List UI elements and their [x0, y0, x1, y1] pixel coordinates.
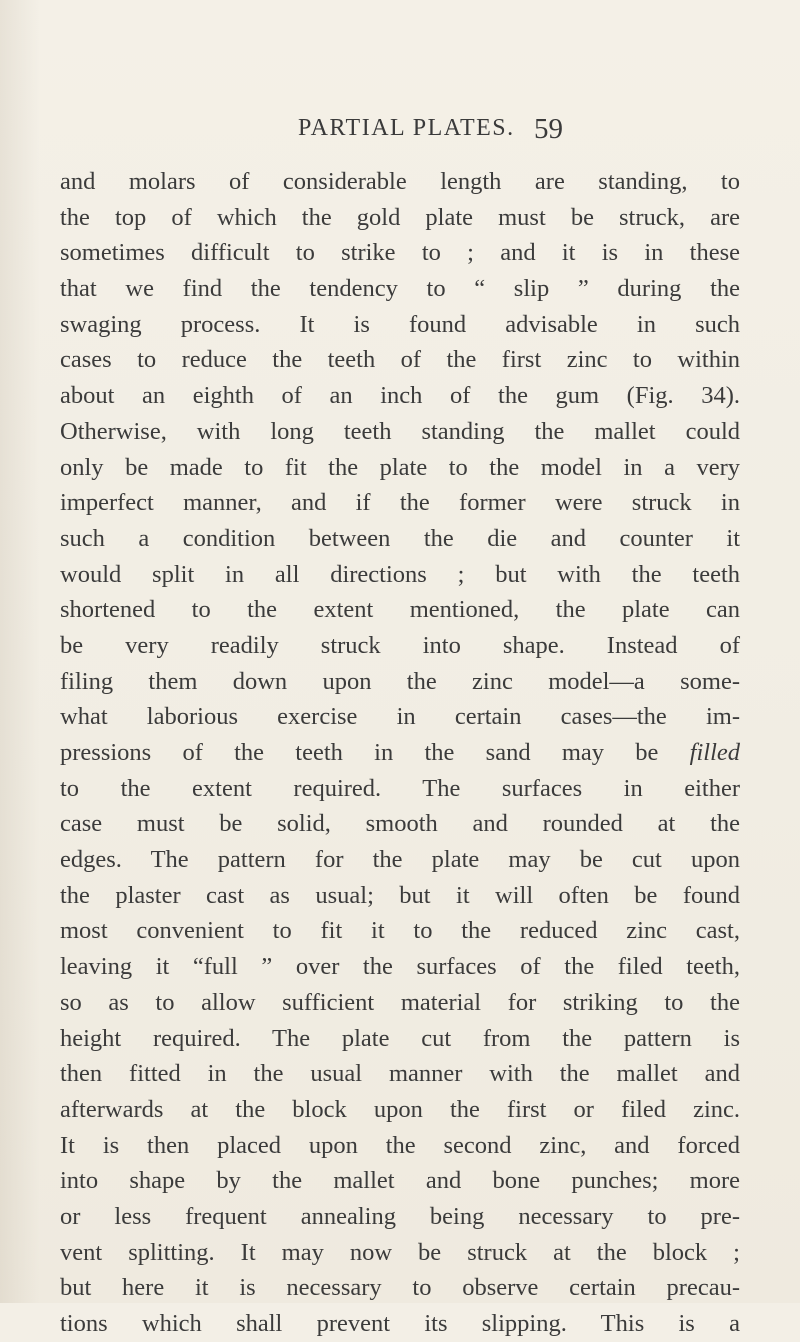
- body-text: [60, 164, 740, 1342]
- text-line: but here it is necessary to observe certain precau-: [60, 1274, 740, 1302]
- text-line: what laborious exercise in certain cases—the im-: [60, 703, 740, 731]
- text-line: case must be solid, smooth and rounded at the: [60, 810, 740, 838]
- text-line: so as to allow sufficient material for striking to the: [60, 988, 740, 1016]
- running-head: [0, 113, 800, 153]
- text-line: Otherwise, with long teeth standing the mallet could: [60, 417, 740, 445]
- text-line: most convenient to fit it to the reduced zinc cast,: [60, 917, 740, 945]
- text-line: the top of which the gold plate must be struck, are: [60, 203, 740, 231]
- text-line: afterwards at the block upon the first or filed zinc.: [60, 1095, 740, 1123]
- text-line: about an eighth of an inch of the gum (Fig. 34).: [60, 382, 740, 410]
- text-line: that we find the tendency to “ slip ” during the: [60, 275, 740, 303]
- text-line: filing them down upon the zinc model—a some-: [60, 667, 740, 695]
- italic-word: filled: [689, 739, 741, 766]
- text-line: tions which shall prevent its slipping. This is a: [60, 1310, 740, 1337]
- chapter-title: PARTIAL PLATES.: [298, 115, 515, 141]
- text-line: sometimes difficult to strike to ; and it is in these: [60, 239, 740, 267]
- text-line: would split in all directions ; but with the teeth: [60, 560, 740, 588]
- text-line: height required. The plate cut from the pattern is: [60, 1024, 740, 1052]
- page-number: 59: [534, 113, 563, 145]
- text-line: It is then placed upon the second zinc, and forced: [60, 1131, 740, 1159]
- text-line: into shape by the mallet and bone punches; more: [60, 1167, 740, 1195]
- text-line: or less frequent annealing being necessary to pre-: [60, 1202, 740, 1230]
- text-line: cases to reduce the teeth of the first zinc to within: [60, 346, 740, 374]
- text-line: vent splitting. It may now be struck at the block ;: [60, 1238, 740, 1266]
- text-line: swaging process. It is found advisable in such: [60, 310, 740, 338]
- text-line: the plaster cast as usual; but it will often be found: [60, 881, 740, 909]
- text-line: leaving it “full ” over the surfaces of the filed teeth,: [60, 953, 740, 981]
- text-line-with-italic: [60, 735, 740, 771]
- text-line: be very readily struck into shape. Instead of: [60, 631, 740, 659]
- text-line: imperfect manner, and if the former were struck in: [60, 489, 740, 517]
- text-line-part: pressions of the teeth in the sand may be: [60, 739, 659, 766]
- text-line: then fitted in the usual manner with the mallet and: [60, 1060, 740, 1088]
- text-line: such a condition between the die and counter it: [60, 524, 740, 552]
- text-line: and molars of considerable length are standing, to: [60, 168, 740, 195]
- text-line: only be made to fit the plate to the model in a very: [60, 453, 740, 481]
- text-line: to the extent required. The surfaces in either: [60, 774, 740, 802]
- text-line: edges. The pattern for the plate may be cut upon: [60, 846, 740, 874]
- text-line: shortened to the extent mentioned, the plate can: [60, 596, 740, 624]
